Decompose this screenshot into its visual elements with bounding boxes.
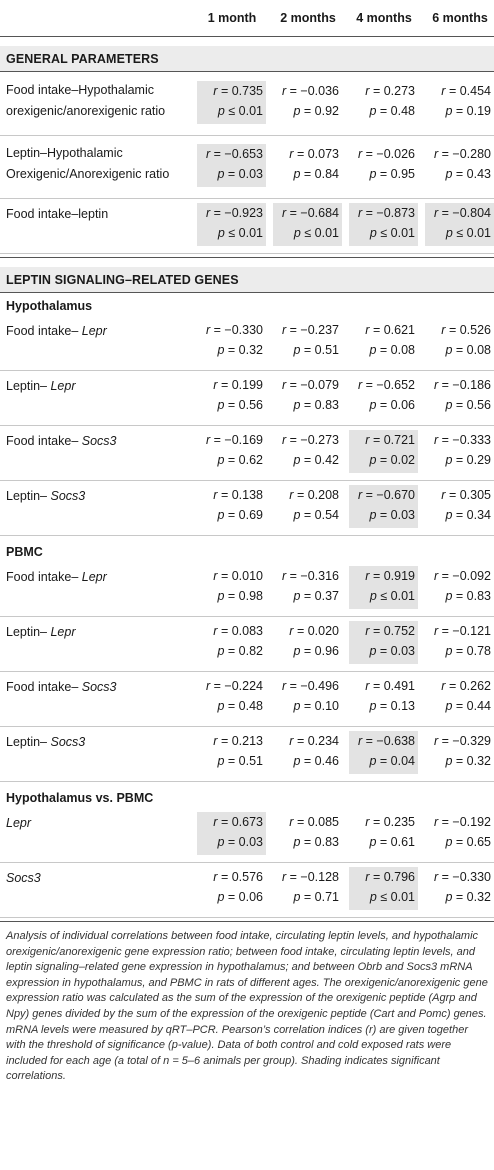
value-cell xyxy=(197,621,266,664)
value-cell xyxy=(273,485,342,528)
row-label-text: Food intake– xyxy=(6,570,82,584)
r-value: r = −0.330 xyxy=(206,323,263,337)
value-cell xyxy=(273,430,342,473)
p-value: p = 0.02 xyxy=(369,453,415,467)
row-label-gene: Lepr xyxy=(81,570,107,584)
value-cell xyxy=(273,375,342,418)
value-cell xyxy=(425,566,494,609)
row-label xyxy=(6,567,194,588)
value-cell xyxy=(425,676,494,719)
p-value: p = 0.65 xyxy=(445,835,491,849)
table-footnote: Analysis of individual correlations between food intake, circulating leptin levels, and hypothalamic orexigenic/anorexigenic gene expression ratio; between food intake, circulating leptin levels, and leptin signaling–related gene expression in hypothalamus; and between Obrb and Socs3 mRNA expression in hypothalamus, and PBMC in rats of different ages. The orexigenic/anorexigenic gene expression ratio was calculated as the sum of the expression of the orexigenic peptide (Agrp and Npy) genes divided by the sum of the expression of the orexigenic peptide (Cart and Pomc) genes. mRNA levels were measured by qRT–PCR. Pearson’s correlation indices (r) are given together with the threshold of significance (p-value). Data of both control and cold exposed rats were included for each age (a total of n = 5–6 animals per group). Shading indicates significant correlations. xyxy=(6,930,488,1083)
r-value: r = −0.186 xyxy=(434,378,491,392)
p-value: p ≤ 0.01 xyxy=(293,226,339,240)
p-value: p = 0.08 xyxy=(369,343,415,357)
p-value: p = 0.62 xyxy=(217,453,263,467)
row-label xyxy=(6,622,194,643)
table-row xyxy=(0,135,494,198)
r-value: r = −0.638 xyxy=(358,734,415,748)
row-label-text: Food intake–leptin xyxy=(6,207,109,221)
r-value: r = 0.796 xyxy=(365,870,415,884)
p-value: p = 0.42 xyxy=(293,453,339,467)
r-value: r = −0.804 xyxy=(434,206,491,220)
p-value: p = 0.10 xyxy=(293,699,339,713)
r-value: r = −0.496 xyxy=(282,679,339,693)
table-rule xyxy=(0,292,494,293)
value-cell xyxy=(197,731,266,774)
row-label-gene: Lepr xyxy=(81,324,107,338)
p-value: p = 0.48 xyxy=(369,104,415,118)
p-value: p = 0.32 xyxy=(217,343,263,357)
p-value: p = 0.95 xyxy=(369,167,415,181)
significant-cell xyxy=(349,621,418,664)
row-label xyxy=(6,486,194,507)
r-value: r = 0.199 xyxy=(213,378,263,392)
row-label-text: Leptin– xyxy=(6,735,51,749)
p-value: p = 0.82 xyxy=(217,644,263,658)
value-cell xyxy=(349,81,418,124)
table-row xyxy=(0,862,494,917)
value-cell xyxy=(273,867,342,910)
row-label-text: Leptin– xyxy=(6,489,51,503)
row-label xyxy=(6,321,194,342)
row-label-text: Food intake–Hypothalamic orexigenic/anorexigenic ratio xyxy=(6,83,166,118)
row-label-gene: Socs3 xyxy=(50,735,86,749)
r-value: r = −0.121 xyxy=(434,624,491,638)
p-value: p = 0.78 xyxy=(445,644,491,658)
significant-cell xyxy=(349,203,418,246)
r-value: r = 0.273 xyxy=(365,84,415,98)
row-label-gene: Lepr xyxy=(50,625,76,639)
r-value: r = 0.621 xyxy=(365,323,415,337)
r-value: r = 0.235 xyxy=(365,815,415,829)
value-cell xyxy=(273,144,342,187)
value-cell xyxy=(425,320,494,363)
group-subtitle xyxy=(0,295,494,317)
p-value: p = 0.43 xyxy=(445,167,491,181)
row-label xyxy=(6,431,194,452)
p-value: p = 0.71 xyxy=(293,890,339,904)
value-cell xyxy=(349,144,418,187)
p-value: p = 0.92 xyxy=(293,104,339,118)
group-subtitle-text: PBMC xyxy=(6,545,43,559)
r-value: r = 0.454 xyxy=(441,84,491,98)
significant-cell xyxy=(197,203,266,246)
value-cell xyxy=(197,867,266,910)
p-value: p ≤ 0.01 xyxy=(369,226,415,240)
column-header: 6 months xyxy=(432,11,488,25)
table-rule xyxy=(0,781,494,782)
r-value: r = −0.684 xyxy=(282,206,339,220)
r-value: r = 0.919 xyxy=(365,569,415,583)
group-subtitle xyxy=(0,787,494,809)
p-value: p = 0.69 xyxy=(217,508,263,522)
r-value: r = 0.234 xyxy=(289,734,339,748)
significant-cell xyxy=(197,812,266,855)
value-cell xyxy=(425,81,494,124)
r-value: r = −0.923 xyxy=(206,206,263,220)
r-value: r = −0.237 xyxy=(282,323,339,337)
r-value: r = 0.526 xyxy=(441,323,491,337)
p-value: p = 0.83 xyxy=(445,589,491,603)
p-value: p = 0.51 xyxy=(293,343,339,357)
value-cell xyxy=(197,320,266,363)
table-row xyxy=(0,370,494,425)
value-cell xyxy=(273,621,342,664)
row-label-gene: Socs3 xyxy=(50,489,86,503)
p-value: p = 0.03 xyxy=(369,508,415,522)
row-label xyxy=(6,376,194,397)
table-rule xyxy=(0,257,494,258)
row-label xyxy=(6,732,194,753)
value-cell xyxy=(197,676,266,719)
r-value: r = 0.208 xyxy=(289,488,339,502)
r-value: r = −0.329 xyxy=(434,734,491,748)
r-value: r = 0.073 xyxy=(289,147,339,161)
p-value: p = 0.03 xyxy=(369,644,415,658)
value-cell xyxy=(425,430,494,473)
r-value: r = −0.273 xyxy=(282,433,339,447)
r-value: r = −0.092 xyxy=(434,569,491,583)
value-cell xyxy=(197,375,266,418)
value-cell xyxy=(197,430,266,473)
column-header: 2 months xyxy=(280,11,336,25)
r-value: r = −0.652 xyxy=(358,378,415,392)
value-cell xyxy=(349,375,418,418)
row-label xyxy=(6,204,194,225)
significant-cell xyxy=(349,485,418,528)
r-value: r = −0.128 xyxy=(282,870,339,884)
r-value: r = 0.305 xyxy=(441,488,491,502)
value-cell xyxy=(273,320,342,363)
value-cell xyxy=(425,731,494,774)
row-label xyxy=(6,80,194,122)
value-cell xyxy=(197,566,266,609)
table-row xyxy=(0,726,494,781)
p-value: p = 0.37 xyxy=(293,589,339,603)
r-value: r = −0.280 xyxy=(434,147,491,161)
table-row xyxy=(0,315,494,370)
section-title: GENERAL PARAMETERS xyxy=(6,52,159,66)
r-value: r = −0.316 xyxy=(282,569,339,583)
r-value: r = 0.010 xyxy=(213,569,263,583)
significant-cell xyxy=(349,430,418,473)
r-value: r = 0.138 xyxy=(213,488,263,502)
p-value: p = 0.44 xyxy=(445,699,491,713)
r-value: r = 0.020 xyxy=(289,624,339,638)
p-value: p = 0.03 xyxy=(217,167,263,181)
p-value: p ≤ 0.01 xyxy=(217,226,263,240)
p-value: p = 0.03 xyxy=(217,835,263,849)
significant-cell xyxy=(349,731,418,774)
r-value: r = −0.079 xyxy=(282,378,339,392)
value-cell xyxy=(425,621,494,664)
r-value: r = 0.721 xyxy=(365,433,415,447)
value-cell xyxy=(273,81,342,124)
value-cell xyxy=(425,144,494,187)
value-cell xyxy=(425,867,494,910)
p-value: p = 0.32 xyxy=(445,890,491,904)
r-value: r = 0.735 xyxy=(213,84,263,98)
significant-cell xyxy=(349,867,418,910)
table-rule xyxy=(0,535,494,536)
value-cell xyxy=(425,485,494,528)
table-row xyxy=(0,480,494,535)
p-value: p = 0.96 xyxy=(293,644,339,658)
r-value: r = −0.036 xyxy=(282,84,339,98)
table-rule xyxy=(0,36,494,37)
table-header xyxy=(0,0,494,36)
group-subtitle xyxy=(0,541,494,563)
p-value: p = 0.51 xyxy=(217,754,263,768)
r-value: r = −0.192 xyxy=(434,815,491,829)
p-value: p = 0.04 xyxy=(369,754,415,768)
p-value: p ≤ 0.01 xyxy=(217,104,263,118)
r-value: r = 0.085 xyxy=(289,815,339,829)
r-value: r = −0.653 xyxy=(206,147,263,161)
p-value: p = 0.83 xyxy=(293,835,339,849)
row-label xyxy=(6,868,194,889)
r-value: r = −0.333 xyxy=(434,433,491,447)
column-header: 4 months xyxy=(356,11,412,25)
r-value: r = −0.026 xyxy=(358,147,415,161)
p-value: p = 0.06 xyxy=(369,398,415,412)
significant-cell xyxy=(349,566,418,609)
p-value: p = 0.32 xyxy=(445,754,491,768)
significant-cell xyxy=(197,81,266,124)
table-rule xyxy=(0,253,494,254)
p-value: p = 0.54 xyxy=(293,508,339,522)
table-row xyxy=(0,671,494,726)
value-cell xyxy=(273,731,342,774)
group-subtitle-text: Hypothalamus xyxy=(6,299,93,313)
p-value: p = 0.61 xyxy=(369,835,415,849)
value-cell xyxy=(273,566,342,609)
significant-cell xyxy=(425,203,494,246)
value-cell xyxy=(349,676,418,719)
r-value: r = −0.670 xyxy=(358,488,415,502)
table-row xyxy=(0,198,494,253)
r-value: r = 0.262 xyxy=(441,679,491,693)
table-row xyxy=(0,616,494,671)
value-cell xyxy=(273,812,342,855)
row-label-gene: Socs3 xyxy=(81,434,117,448)
value-cell xyxy=(425,812,494,855)
significant-cell xyxy=(197,144,266,187)
p-value: p = 0.34 xyxy=(445,508,491,522)
row-label-gene: Socs3 xyxy=(6,871,41,885)
table-row xyxy=(0,72,494,135)
p-value: p = 0.56 xyxy=(217,398,263,412)
significant-cell xyxy=(273,203,342,246)
p-value: p = 0.56 xyxy=(445,398,491,412)
row-label-text: Food intake– xyxy=(6,324,82,338)
r-value: r = 0.083 xyxy=(213,624,263,638)
p-value: p ≤ 0.01 xyxy=(369,890,415,904)
column-header: 1 month xyxy=(207,11,257,25)
r-value: r = 0.213 xyxy=(213,734,263,748)
p-value: p = 0.98 xyxy=(217,589,263,603)
table-row xyxy=(0,561,494,616)
row-label xyxy=(6,677,194,698)
row-label xyxy=(6,813,194,834)
r-value: r = −0.330 xyxy=(434,870,491,884)
r-value: r = 0.673 xyxy=(213,815,263,829)
value-cell xyxy=(197,485,266,528)
p-value: p = 0.13 xyxy=(369,699,415,713)
p-value: p = 0.83 xyxy=(293,398,339,412)
p-value: p = 0.06 xyxy=(217,890,263,904)
p-value: p ≤ 0.01 xyxy=(369,589,415,603)
p-value: p = 0.46 xyxy=(293,754,339,768)
value-cell xyxy=(349,812,418,855)
row-label-text: Leptin– xyxy=(6,625,51,639)
p-value: p = 0.08 xyxy=(445,343,491,357)
r-value: r = −0.224 xyxy=(206,679,263,693)
r-value: r = −0.873 xyxy=(358,206,415,220)
r-value: r = −0.169 xyxy=(206,433,263,447)
value-cell xyxy=(349,320,418,363)
r-value: r = 0.491 xyxy=(365,679,415,693)
row-label-text: Food intake– xyxy=(6,680,82,694)
p-value: p = 0.48 xyxy=(217,699,263,713)
row-label-gene: Socs3 xyxy=(81,680,117,694)
value-cell xyxy=(425,375,494,418)
row-label-gene: Lepr xyxy=(6,816,32,830)
row-label-text: Food intake– xyxy=(6,434,82,448)
p-value: p = 0.29 xyxy=(445,453,491,467)
row-label-gene: Lepr xyxy=(50,379,76,393)
p-value: p ≤ 0.01 xyxy=(445,226,491,240)
table-row xyxy=(0,807,494,862)
table-rule xyxy=(0,921,494,922)
row-label xyxy=(6,143,194,185)
r-value: r = 0.576 xyxy=(213,870,263,884)
section-title: LEPTIN SIGNALING–RELATED GENES xyxy=(6,273,239,287)
p-value: p = 0.84 xyxy=(293,167,339,181)
row-label-text: Leptin– xyxy=(6,379,51,393)
table-rule xyxy=(0,917,494,918)
value-cell xyxy=(273,676,342,719)
table-row xyxy=(0,425,494,480)
section-heading xyxy=(0,46,494,71)
p-value: p = 0.19 xyxy=(445,104,491,118)
row-label-text: Leptin–Hypothalamic Orexigenic/Anorexigenic ratio xyxy=(6,146,170,181)
r-value: r = 0.752 xyxy=(365,624,415,638)
section-heading xyxy=(0,267,494,292)
group-subtitle-text: Hypothalamus vs. PBMC xyxy=(6,791,154,805)
